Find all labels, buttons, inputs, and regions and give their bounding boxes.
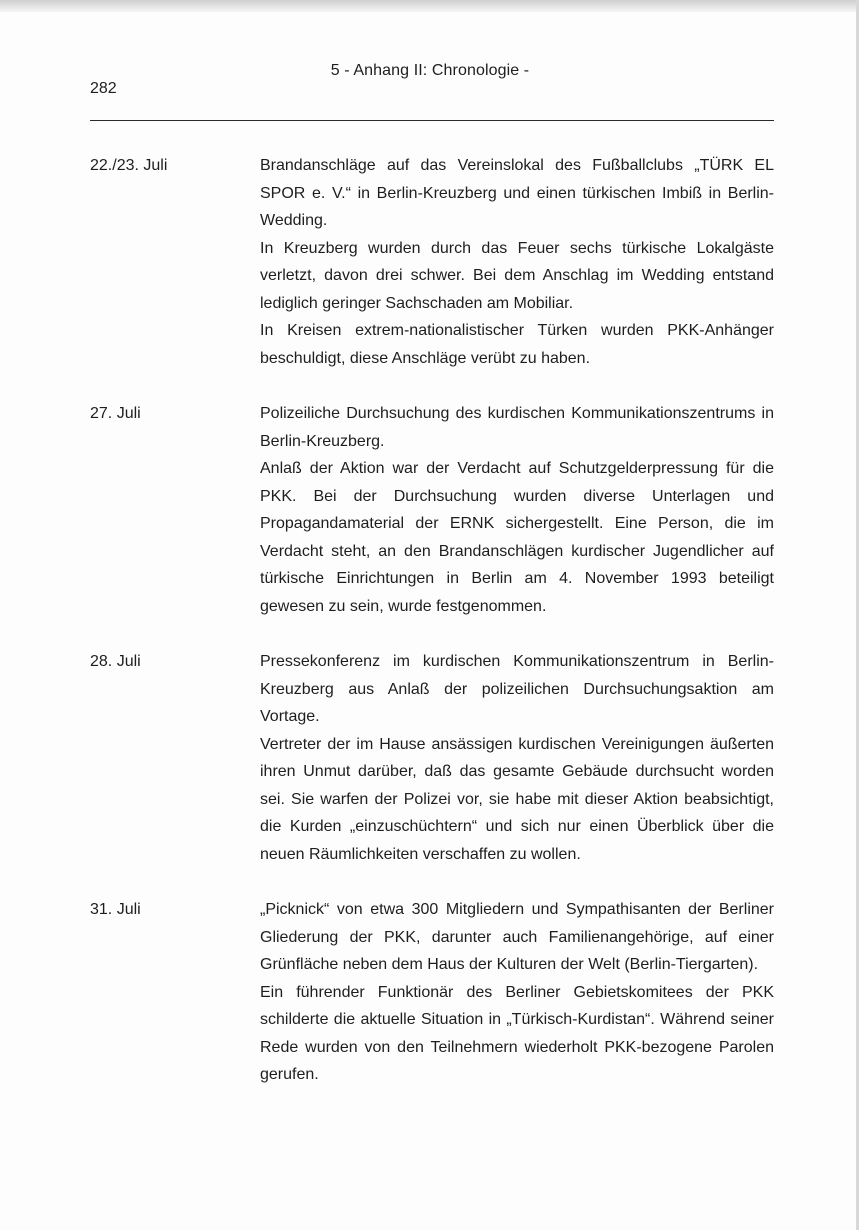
entry-paragraph: In Kreuzberg wurden durch das Feuer sechs türkische Lokalgäste verletzt, davon drei schwer. Bei dem Anschlag im Wedding entstand lediglich geringer Sachschaden am Mobiliar. [260,239,774,312]
scan-top-edge [0,0,859,12]
entry-paragraph: Vertreter der im Hause ansässigen kurdischen Vereinigungen äußerten ihren Unmut darüber, daß das gesamte Gebäude durchsucht worden sei. Sie warfen der Polizei vor, sie habe mit dieser Aktion beabsichtigt, die Kurden „einzuschüchtern“ und sich nur einen Überblick über die neuen Räumlichkeiten verschaffen zu wollen. [260,735,774,863]
chronology-entry [90,400,774,620]
chronology-entry [90,648,774,868]
chronology-entry [90,896,774,1089]
entry-paragraph: Polizeiliche Durchsuchung des kurdischen Kommunikationszentrums in Berlin-Kreuzberg. [260,405,774,450]
entry-body [260,896,774,1089]
entry-body [260,400,774,620]
entry-date: 28. Juli [90,653,141,670]
running-head: 5 - Anhang II: Chronologie - [330,62,530,79]
chronology-entry [90,152,774,372]
entry-paragraph: Pressekonferenz im kurdischen Kommunikationszentrum in Berlin-Kreuzberg aus Anlaß der polizeilichen Durchsuchungsaktion am Vortage. [260,653,774,725]
entry-paragraph: Brandanschläge auf das Vereinslokal des Fußballclubs „TÜRK EL SPOR e. V.“ in Berlin-Kreuzberg und einen türkischen Imbiß in Berlin-Wedding. [260,157,774,229]
entry-paragraph: „Picknick“ von etwa 300 Mitgliedern und Sympathisanten der Berliner Gliederung der PKK, darunter auch Familienangehörige, auf einer Grünfläche neben dem Haus der Kulturen der Welt (Berlin-Tiergarten). [260,901,774,973]
entry-date: 22./23. Juli [90,157,168,174]
header-rule [90,120,774,121]
entry-paragraph: Ein führender Funktionär des Berliner Gebietskomitees der PKK schilderte die aktuelle Situation in „Türkisch-Kurdistan“. Während seiner Rede wurden von den Teilnehmern wiederholt PKK-bezogene Parolen gerufen. [260,983,774,1083]
entry-body [260,648,774,868]
page-number: 282 [90,80,117,97]
entry-body [260,152,774,372]
entry-paragraph: In Kreisen extrem-nationalistischer Türken wurden PKK-Anhänger beschuldigt, diese Anschläge verübt zu haben. [260,322,774,367]
entry-date: 31. Juli [90,901,141,918]
entry-date: 27. Juli [90,405,141,422]
entry-paragraph: Anlaß der Aktion war der Verdacht auf Schutzgelderpressung für die PKK. Bei der Durchsuchung wurden diverse Unterlagen und Propagandamaterial der ERNK sichergestellt. Eine Person, die im Verdacht steht, an den Brandanschlägen kurdischer Jugendlicher auf türkische Einrichtungen in Berlin am 4. November 1993 beteiligt gewesen zu sein, wurde festgenommen. [260,460,774,615]
chronology-entries [90,152,774,1117]
